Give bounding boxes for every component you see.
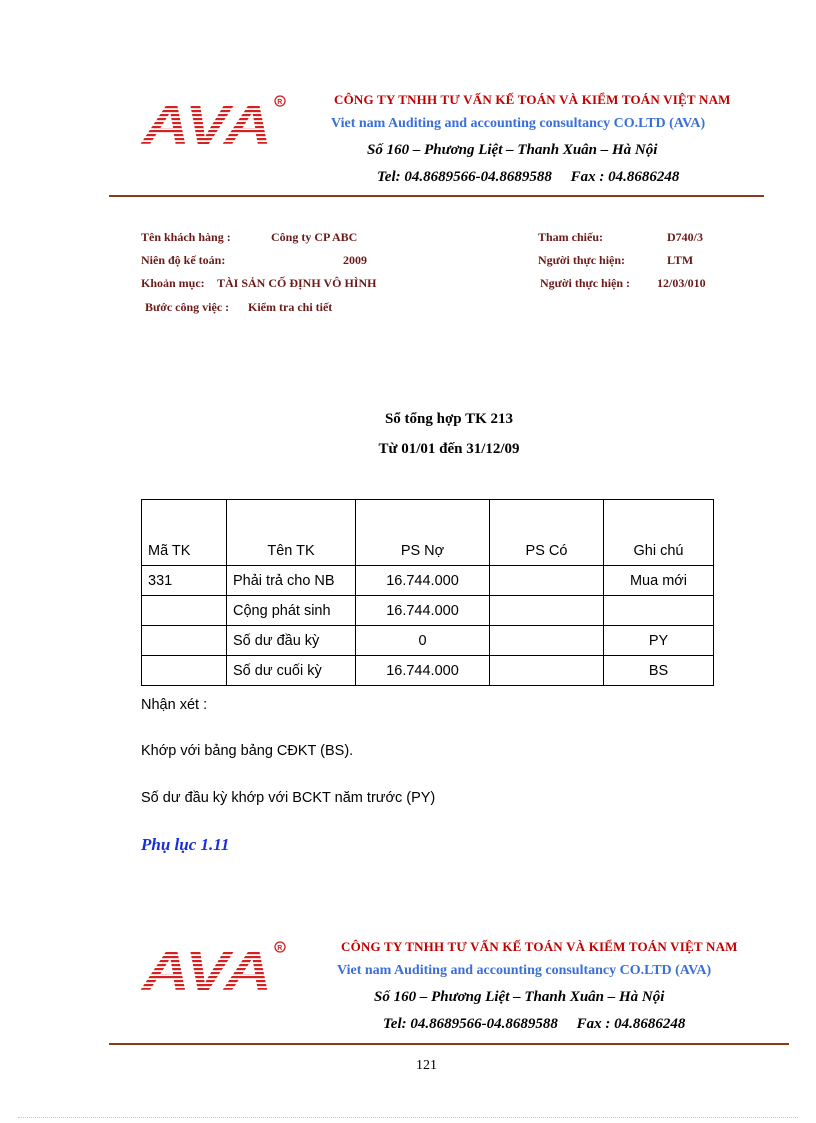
header-credit: PS Có <box>490 500 604 566</box>
cell-account-name: Phải trả cho NB <box>227 566 356 596</box>
cell-note: BS <box>604 656 714 686</box>
date-label: Người thực hiện : <box>540 276 631 290</box>
cell-note: PY <box>604 626 714 656</box>
cell-debit: 16.744.000 <box>356 566 490 596</box>
header-note: Ghi chú <box>604 500 714 566</box>
cell-credit <box>490 566 604 596</box>
account-value: TÀI SẢN CỐ ĐỊNH VÔ HÌNH <box>217 276 377 290</box>
cell-account-code <box>142 656 227 686</box>
page-number: 121 <box>416 1058 437 1073</box>
header-account-code: Mã TK <box>142 500 227 566</box>
table-row <box>142 656 714 686</box>
company-contact: Tel: 04.8689566-04.8689588 Fax : 04.8686248 <box>377 169 680 185</box>
cell-account-name: Cộng phát sinh <box>227 596 356 626</box>
footer-company-name-vi: CÔNG TY TNHH TƯ VẤN KẾ TOÁN VÀ KIỂM TOÁN VIỆT NAM <box>341 939 738 954</box>
page-edge-divider <box>18 1117 798 1118</box>
company-name-en: Viet nam Auditing and accounting consultancy CO.LTD (AVA) <box>331 116 706 131</box>
cell-note <box>604 596 714 626</box>
cell-note: Mua mới <box>604 566 714 596</box>
table-header-row <box>142 500 714 566</box>
cell-account-name: Số dư cuối kỳ <box>227 656 356 686</box>
table-row <box>142 626 714 656</box>
date-value: 12/03/010 <box>657 276 706 290</box>
header-divider <box>109 195 764 197</box>
footer-divider <box>109 1043 789 1045</box>
cell-credit <box>490 626 604 656</box>
reference-label: Tham chiếu: <box>538 230 604 244</box>
account-label: Khoản mục: <box>141 276 205 290</box>
logo-text: AVA <box>140 94 272 154</box>
year-value: 2009 <box>343 253 367 267</box>
company-name-vi: CÔNG TY TNHH TƯ VẤN KẾ TOÁN VÀ KIỂM TOÁN VIỆT NAM <box>334 92 731 107</box>
step-value: Kiểm tra chi tiết <box>248 300 333 314</box>
svg-text:R: R <box>277 945 283 952</box>
cell-debit: 0 <box>356 626 490 656</box>
client-value: Công ty CP ABC <box>271 230 358 244</box>
ava-logo <box>140 94 290 154</box>
header-debit: PS Nợ <box>356 500 490 566</box>
cell-account-code <box>142 626 227 656</box>
report-period: Từ 01/01 đến 31/12/09 <box>378 441 520 457</box>
company-address: Số 160 – Phương Liệt – Thanh Xuân – Hà Nội <box>367 142 658 158</box>
logo-text-footer: AVA <box>140 940 272 1000</box>
reference-value: D740/3 <box>667 230 703 244</box>
remarks-line-2: Số dư đầu kỳ khớp với BCKT năm trước (PY) <box>141 790 436 806</box>
table-row <box>142 566 714 596</box>
cell-account-code <box>142 596 227 626</box>
report-title: Sổ tổng hợp TK 213 <box>384 411 514 427</box>
footer-company-address: Số 160 – Phương Liệt – Thanh Xuân – Hà Nội <box>374 989 665 1005</box>
cell-debit: 16.744.000 <box>356 656 490 686</box>
preparer-label: Người thực hiện: <box>538 253 626 267</box>
year-label: Niên độ kế toán: <box>141 253 226 267</box>
cell-account-code: 331 <box>142 566 227 596</box>
svg-text:R: R <box>277 99 283 106</box>
header-account-name: Tên TK <box>227 500 356 566</box>
footer-company-contact: Tel: 04.8689566-04.8689588 Fax : 04.8686248 <box>383 1016 686 1032</box>
client-label: Tên khách hàng : <box>141 230 231 244</box>
cell-credit <box>490 596 604 626</box>
remarks-line-1: Khớp với bảng bảng CĐKT (BS). <box>141 743 354 759</box>
cell-credit <box>490 656 604 686</box>
remarks-label: Nhận xét : <box>141 697 208 713</box>
ledger-table <box>141 499 714 686</box>
ava-logo-footer <box>140 940 290 1000</box>
footer-company-name-en: Viet nam Auditing and accounting consultancy CO.LTD (AVA) <box>337 963 712 978</box>
step-label: Bước công việc : <box>145 300 230 314</box>
preparer-value: LTM <box>667 253 694 267</box>
cell-account-name: Số dư đầu kỳ <box>227 626 356 656</box>
table-row <box>142 596 714 626</box>
appendix-label: Phụ lục 1.11 <box>141 835 230 854</box>
cell-debit: 16.744.000 <box>356 596 490 626</box>
